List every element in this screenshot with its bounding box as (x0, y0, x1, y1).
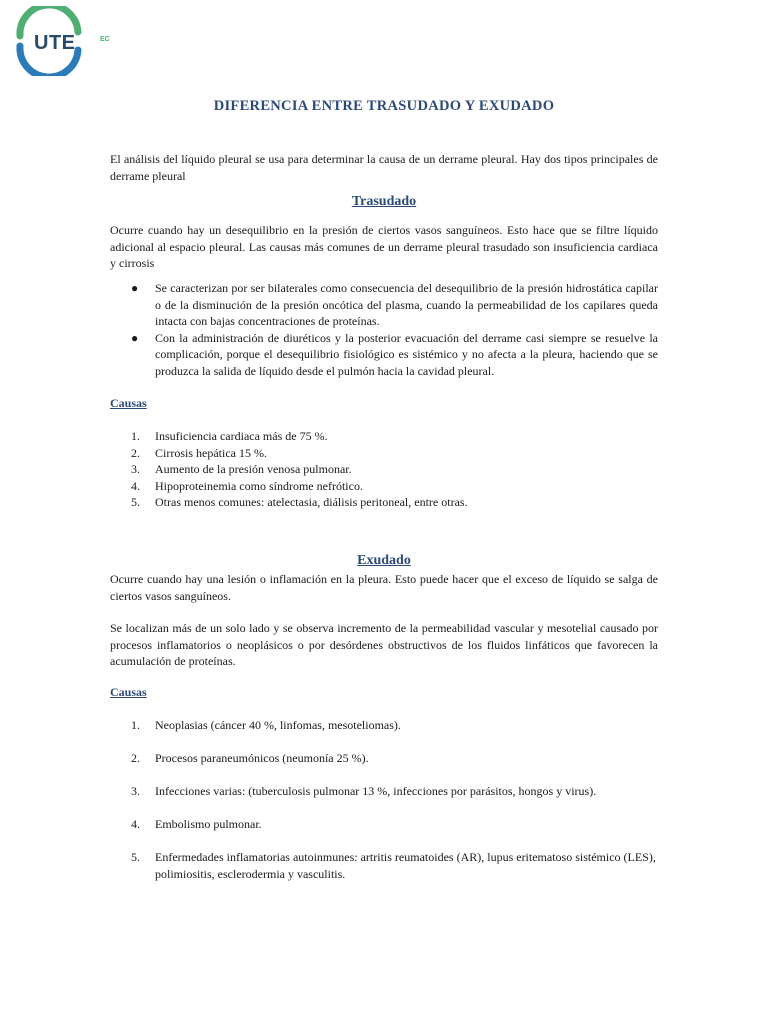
list-text: Hipoproteinemia como síndrome nefrótico. (155, 478, 363, 493)
list-number: 3. (131, 462, 140, 476)
list-number: 5. (131, 850, 140, 864)
trasudado-causas-list (110, 428, 658, 511)
list-text: Neoplasias (cáncer 40 %, linfomas, mesoteliomas). (155, 718, 401, 732)
list-number: 2. (131, 751, 140, 765)
list-text: Embolismo pulmonar. (155, 817, 262, 831)
list-number: 5. (131, 495, 140, 509)
list-item (110, 717, 658, 734)
list-item (110, 330, 658, 380)
trasudado-bullet-list (110, 280, 658, 379)
list-text: Procesos paraneumónicos (neumonía 25 %). (155, 751, 369, 765)
trasudado-heading: Trasudado (351, 194, 417, 209)
exudado-paragraph-1: Ocurre cuando hay una lesión o inflamación en la pleura. Esto puede hacer que el exceso de líquido se salga de ciertos vasos sanguíneos. (110, 572, 658, 603)
trasudado-causas-heading: Causas (110, 396, 147, 410)
list-text: Enfermedades inflamatorias autoinmunes: artritis reumatoides (AR), lupus eritematoso sistémico (LES), polimiositis, esclerodermia y vasculitis. (155, 850, 656, 881)
list-number: 4. (131, 817, 140, 831)
list-text: Infecciones varias: (tuberculosis pulmonar 13 %, infecciones por parásitos, hongos y virus). (155, 784, 597, 798)
bullet-icon: ● (131, 281, 139, 295)
list-text: Aumento de la presión venosa pulmonar. (155, 462, 352, 476)
exudado-paragraph-2: Se localizan más de un solo lado y se observa incremento de la permeabilidad vascular y mesotelial causado por procesos inflamatorios o neoplásicos o por desórdenes obstructivos de los fluidos linfáticos que favorecen la acumulación de proteínas. (110, 621, 658, 668)
exudado-causas-list (110, 717, 658, 899)
list-text: Otras menos comunes: atelectasia, diálisis peritoneal, entre otras. (155, 495, 468, 509)
list-item (110, 783, 658, 800)
exudado-causas-heading: Causas (110, 685, 147, 699)
exudado-heading: Exudado (357, 553, 411, 568)
list-text: Insuficiencia cardiaca más de 75 %. (155, 429, 328, 443)
list-number: 3. (131, 784, 140, 798)
logo-text: UTE (34, 32, 76, 54)
logo-superscript: EC (100, 36, 110, 43)
list-number: 1. (131, 429, 140, 443)
list-item (110, 478, 658, 495)
intro-paragraph: El análisis del líquido pleural se usa para determinar la causa de un derrame pleural. Hay dos tipos principales de derrame pleural (110, 152, 658, 183)
list-item (110, 494, 658, 511)
list-item (110, 280, 658, 330)
bullet-icon: ● (131, 330, 139, 345)
list-item (110, 816, 658, 833)
list-number: 1. (131, 718, 140, 732)
page-title: DIFERENCIA ENTRE TRASUDADO Y EXUDADO (213, 98, 555, 114)
list-item (110, 849, 658, 882)
bullet-text: Se caracterizan por ser bilaterales como consecuencia del desequilibrio de la presión hidrostática capilar o de la disminución de la presión oncótica del plasma, cuando la permeabilidad de los capilares queda intacta con bajas concentraciones de proteínas. (155, 281, 658, 328)
list-item (110, 445, 658, 462)
list-item (110, 750, 658, 767)
list-number: 4. (131, 478, 140, 493)
ute-logo (12, 6, 110, 76)
bullet-text: Con la administración de diuréticos y la posterior evacuación del derrame casi siempre se resuelve la complicación, porque el desequilibrio fisiológico es sistémico y no afecta a la pleura, haciendo que se produzca la salida de líquido desde el pulmón hacia la cavidad pleural. (155, 330, 658, 378)
list-number: 2. (131, 445, 140, 460)
list-text: Cirrosis hepática 15 %. (155, 445, 267, 460)
list-item (110, 428, 658, 445)
trasudado-paragraph: Ocurre cuando hay un desequilibrio en la presión de ciertos vasos sanguíneos. Esto hace que se filtre líquido adicional al espacio pleural. Las causas más comunes de un derrame pleural trasudado son insuficiencia cardiaca y cirrosis (110, 223, 658, 270)
list-item (110, 461, 658, 478)
